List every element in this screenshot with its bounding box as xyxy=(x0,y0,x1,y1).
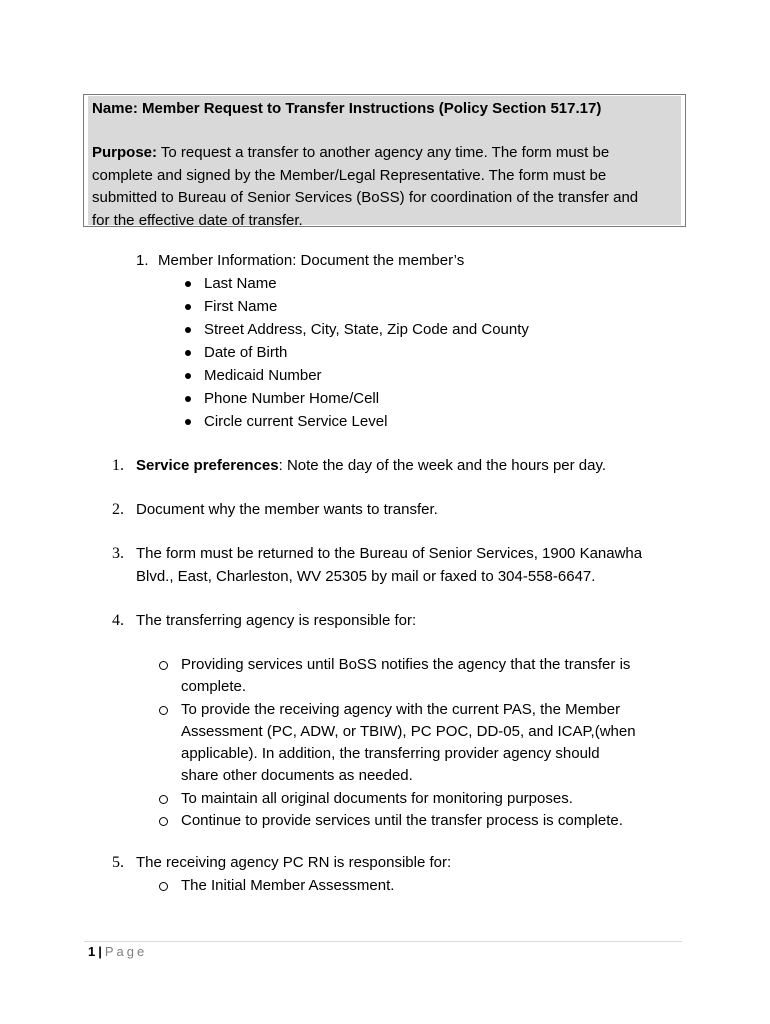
transferring-agency-sublist xyxy=(159,654,636,832)
purpose-label: Purpose: xyxy=(92,144,158,161)
member-info-number: 1. xyxy=(136,252,149,269)
item-number: 3. xyxy=(112,545,124,562)
footer-divider xyxy=(84,941,682,942)
page-number: 1 xyxy=(88,944,96,959)
item-number: 2. xyxy=(112,501,124,518)
list-item: Last Name xyxy=(182,273,529,296)
list-item: Medicaid Number xyxy=(182,365,529,388)
purpose-line-1: Purpose: To request a transfer to another agency any time. The form must be xyxy=(92,144,610,161)
list-item: To maintain all original documents for monitoring purposes. xyxy=(159,788,636,810)
purpose-line-2: complete and signed by the Member/Legal Representative. The form must be xyxy=(92,166,607,184)
receiving-agency-sublist xyxy=(159,875,394,897)
document-page: Name: Member Request to Transfer Instructions (Policy Section 517.17) Purpose: To request a transfer to another agency any time. The form must be complete and signed by the Member/Legal Representative. The form must be submitted to Bureau of Senior Services (BoSS) for coordination of the transfer and for the effective date of transfer. 1. Member Information: Document the member’s Last Name First Name Street Address, City, State, Zip Code and County Date of Birth Medicaid Number Phone Number Home/Cell Circle current Service Level 1. Service preferences: Note the day of the week and the hours per day. 2. Document why the member wants to transfer. 3. The form must be returned to the Bureau of Senior Services, 1900 Kanawha Blvd., East, Charleston, WV 25305 by mail or faxed to 304-558-6647. 4. The transferring agency is responsible for: Providing services until BoSS notifies the agency that the transfer is complete. To provide the receiving agency with the current PAS, the Member Assessment (PC, ADW, or TBIW), PC POC, DD-05, and ICAP,(when applicable). In addition, the transferring provider agency should share other documents as needed. To maintain all original documents for monitoring purposes. Continue to provide services until the transfer process is complete. 5. The receiving agency PC RN is responsible for: The Initial Member Assessment. 1 | Page xyxy=(0,0,770,1024)
page-footer xyxy=(88,944,147,960)
purpose-line-4: for the effective date of transfer. xyxy=(92,211,303,229)
list-item: Phone Number Home/Cell xyxy=(182,388,529,411)
list-item: Circle current Service Level xyxy=(182,411,529,434)
list-item: Providing services until BoSS notifies the agency that the transfer is complete. xyxy=(159,654,636,699)
page-label: Page xyxy=(104,944,148,959)
form-name-heading: Name: Member Request to Transfer Instructions (Policy Section 517.17) xyxy=(92,100,602,117)
list-item: The Initial Member Assessment. xyxy=(159,875,394,897)
list-item: Date of Birth xyxy=(182,342,529,365)
member-info-heading xyxy=(136,250,464,272)
list-item: Continue to provide services until the transfer process is complete. xyxy=(159,810,636,832)
item-number: 5. xyxy=(112,854,124,871)
list-item: To provide the receiving agency with the current PAS, the Member Assessment (PC, ADW, or TBIW), PC POC, DD-05, and ICAP,(when applicable). In addition, the transferring provider agency should share other documents as needed. xyxy=(159,699,636,788)
header-box xyxy=(83,94,686,227)
member-info-bullet-list xyxy=(182,273,529,434)
purpose-paragraph xyxy=(92,142,678,232)
service-preferences-label: Service preferences xyxy=(136,457,279,474)
member-info-title: Member Information: Document the member’s xyxy=(158,252,465,269)
purpose-line-3: submitted to Bureau of Senior Services (BoSS) for coordination of the transfer and xyxy=(92,189,639,206)
header-shading xyxy=(88,96,681,229)
list-item: Street Address, City, State, Zip Code and County xyxy=(182,319,529,342)
item-number: 1. xyxy=(112,457,124,474)
footer-separator: | xyxy=(98,944,102,959)
list-item: First Name xyxy=(182,296,529,319)
item-number: 4. xyxy=(112,612,124,629)
